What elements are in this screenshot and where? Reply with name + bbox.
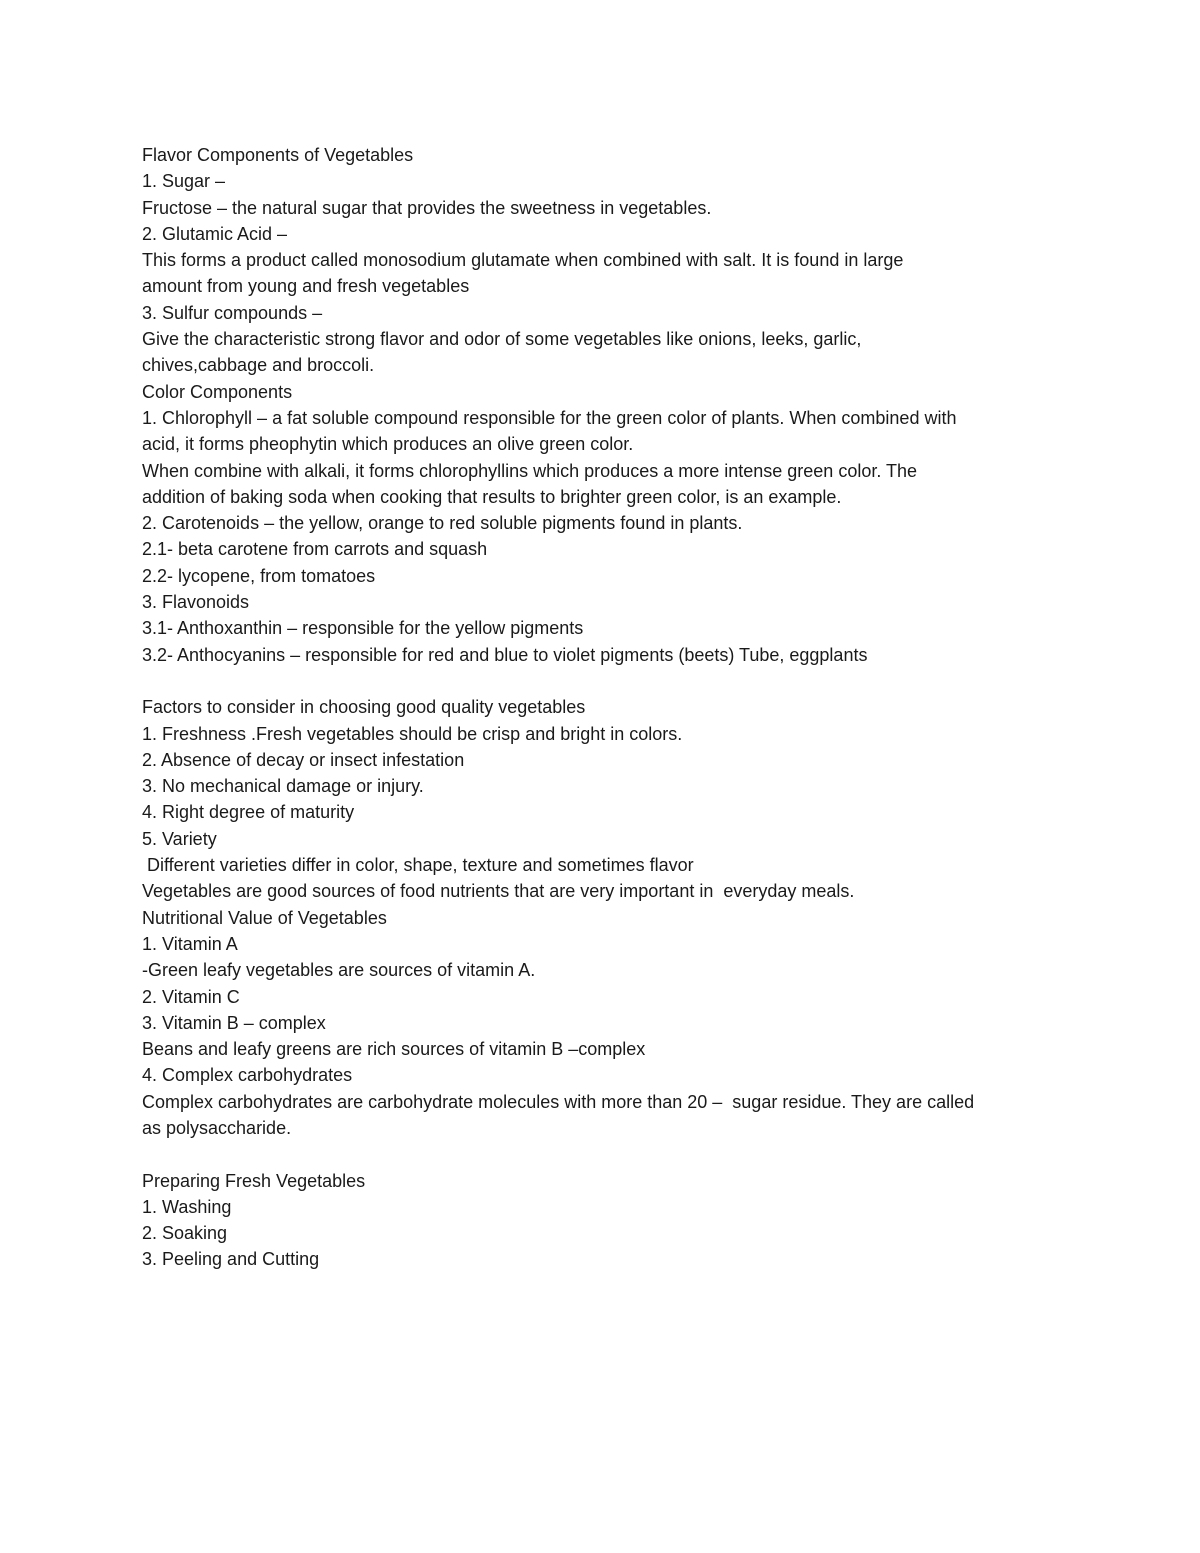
- text-line: 2. Carotenoids – the yellow, orange to red soluble pigments found in plants.: [142, 513, 743, 534]
- text-line: 2.1- beta carotene from carrots and squash: [142, 539, 488, 560]
- text-line: chives,cabbage and broccoli.: [142, 355, 375, 376]
- text-line: 2.2- lycopene, from tomatoes: [142, 565, 376, 586]
- text-line: Beans and leafy greens are rich sources of vitamin B –complex: [142, 1039, 646, 1060]
- text-line: 2. Glutamic Acid –: [142, 223, 288, 244]
- text-line: amount from young and fresh vegetables: [142, 276, 470, 297]
- text-line: 3.1- Anthoxanthin – responsible for the yellow pigments: [142, 618, 584, 639]
- text-line: 4. Right degree of maturity: [142, 802, 355, 823]
- section-heading-nutrition: Nutritional Value of Vegetables: [142, 907, 387, 928]
- text-line: Fructose – the natural sugar that provides the sweetness in vegetables.: [142, 197, 712, 218]
- text-line: 3. No mechanical damage or injury.: [142, 776, 424, 797]
- section-heading-flavor: Flavor Components of Vegetables: [142, 145, 414, 165]
- text-line: acid, it forms pheophytin which produces an olive green color.: [142, 434, 634, 455]
- text-line: 4. Complex carbohydrates: [142, 1065, 353, 1086]
- paragraph-spacer: [142, 1141, 1082, 1167]
- text-line: When combine with alkali, it forms chlorophyllins which produces a more intense green color. The: [142, 460, 918, 481]
- text-line: 5. Variety: [142, 828, 217, 849]
- text-line: 3. Sulfur compounds –: [142, 302, 323, 323]
- text-line: 1. Sugar –: [142, 171, 226, 192]
- text-line: 3. Flavonoids: [142, 592, 250, 613]
- paragraph-spacer: [142, 668, 1082, 694]
- text-line: 3. Peeling and Cutting: [142, 1249, 320, 1270]
- text-line: 2. Vitamin C: [142, 986, 240, 1007]
- text-line: Vegetables are good sources of food nutrients that are very important in everyday meals.: [142, 881, 855, 902]
- section-heading-factors: Factors to consider in choosing good quality vegetables: [142, 697, 586, 718]
- text-line: Different varieties differ in color, shape, texture and sometimes flavor: [142, 855, 694, 876]
- text-line: This forms a product called monosodium glutamate when combined with salt. It is found in large: [142, 250, 904, 271]
- text-line: 3. Vitamin B – complex: [142, 1012, 326, 1033]
- text-line: as polysaccharide.: [142, 1117, 292, 1138]
- text-line: 1. Vitamin A: [142, 933, 238, 954]
- text-line: 1. Freshness .Fresh vegetables should be crisp and bright in colors.: [142, 723, 683, 744]
- text-line: Give the characteristic strong flavor and odor of some vegetables like onions, leeks, garlic,: [142, 329, 862, 350]
- section-heading-color: Color Components: [142, 381, 293, 402]
- text-line: Complex carbohydrates are carbohydrate molecules with more than 20 – sugar residue. They are called: [142, 1091, 975, 1112]
- text-line: 2. Absence of decay or insect infestation: [142, 749, 465, 770]
- document-body: [142, 142, 1082, 1273]
- text-line: -Green leafy vegetables are sources of vitamin A.: [142, 960, 536, 981]
- text-line: 2. Soaking: [142, 1223, 228, 1244]
- text-line: 1. Chlorophyll – a fat soluble compound responsible for the green color of plants. When combined with: [142, 407, 957, 428]
- text-line: addition of baking soda when cooking that results to brighter green color, is an example.: [142, 486, 842, 507]
- text-line: 1. Washing: [142, 1196, 232, 1217]
- text-line: 3.2- Anthocyanins – responsible for red and blue to violet pigments (beets) Tube, eggplants: [142, 644, 868, 665]
- section-heading-preparing: Preparing Fresh Vegetables: [142, 1170, 366, 1191]
